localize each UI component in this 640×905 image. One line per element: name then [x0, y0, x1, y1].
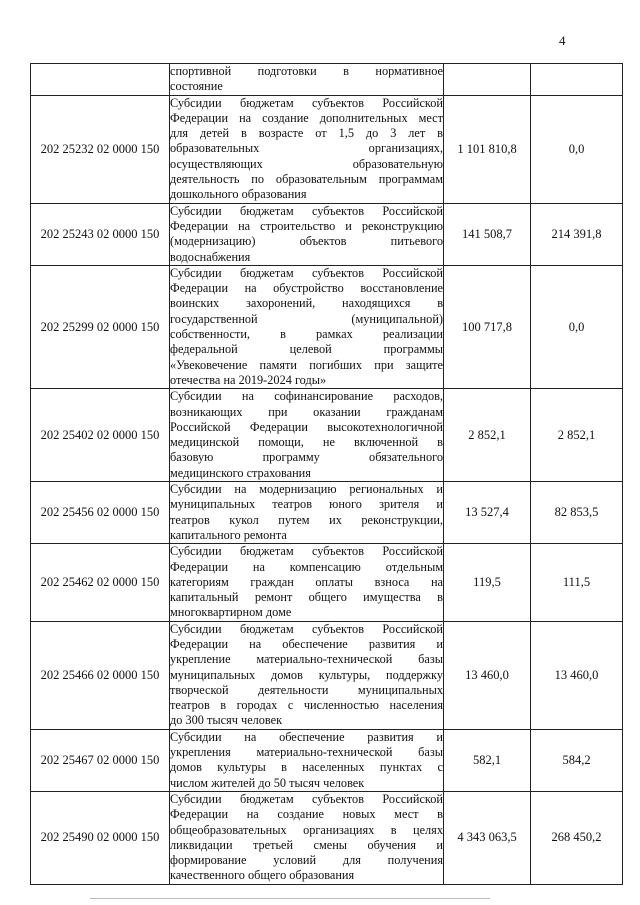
- description-cell: [170, 95, 444, 203]
- description-line: для детей в возрасте от 1,5 до 3 лет в: [170, 126, 443, 141]
- description-line: театров в городах с численностью населения: [170, 698, 443, 713]
- description-line: Субсидии бюджетам субъектов Российской: [170, 203, 443, 218]
- description-line: образовательных организациях,: [170, 141, 443, 156]
- table-row: [31, 203, 623, 265]
- amount-cell-year-1: 13 460,0: [444, 621, 531, 729]
- budget-table: [30, 63, 623, 885]
- description-cell: [170, 265, 444, 388]
- description-line: Российской Федерации высокотехнологичной: [170, 419, 443, 434]
- description-line: творческой деятельности муниципальных: [170, 682, 443, 697]
- table-row: [31, 544, 623, 621]
- amount-cell-year-1: 2 852,1: [444, 389, 531, 482]
- description-line: Субсидии бюджетам субъектов Российской: [170, 791, 443, 806]
- description-line: Федерации на обустройство восстановление: [170, 281, 443, 296]
- description-line: спортивной подготовки в нормативное: [170, 64, 443, 78]
- description-line: Субсидии бюджетам субъектов Российской: [170, 95, 443, 110]
- description-line: Федерации на обеспечение развития и: [170, 636, 443, 651]
- description-cell: [170, 729, 444, 791]
- description-line: «Увековечение памяти погибших при защите: [170, 357, 443, 372]
- description-line: государственной (муниципальной): [170, 311, 443, 326]
- table-row: [31, 482, 623, 544]
- table-row: [31, 95, 623, 203]
- description-line: ликвидации третьей смены обучения и: [170, 837, 443, 852]
- description-line: собственности, в рамках реализации: [170, 327, 443, 342]
- description-line: театров кукол путем их реконструкции,: [170, 512, 443, 527]
- description-line: федеральной целевой программы: [170, 342, 443, 357]
- description-line: Субсидии бюджетам субъектов Российской: [170, 265, 443, 280]
- description-line: Субсидии на модернизацию региональных и: [170, 482, 443, 497]
- description-line: числом жителей до 50 тысяч человек: [170, 775, 365, 790]
- amount-cell-year-2: [531, 64, 623, 96]
- budget-code-cell: 202 25467 02 0000 150: [31, 729, 170, 791]
- description-line: до 300 тысяч человек: [170, 713, 283, 728]
- amount-cell-year-1: 100 717,8: [444, 265, 531, 388]
- description-line: капитальный ремонт общего имущества в: [170, 590, 443, 605]
- description-cell: [170, 621, 444, 729]
- budget-code-cell: 202 25456 02 0000 150: [31, 482, 170, 544]
- description-line: капитального ремонта: [170, 527, 287, 542]
- description-line: многоквартирном доме: [170, 605, 292, 620]
- description-line: Федерации на создание новых мест в: [170, 807, 443, 822]
- description-line: Федерации на создание дополнительных мест: [170, 110, 443, 125]
- amount-cell-year-2: 2 852,1: [531, 389, 623, 482]
- budget-code-cell: [31, 64, 170, 96]
- description-cell: [170, 544, 444, 621]
- description-line: (модернизацию) объектов питьевого: [170, 234, 443, 249]
- description-line: состояние: [170, 79, 223, 94]
- amount-cell-year-1: 119,5: [444, 544, 531, 621]
- description-line: Федерации на строительство и реконструкцию: [170, 218, 443, 233]
- amount-cell-year-1: 13 527,4: [444, 482, 531, 544]
- amount-cell-year-1: [444, 64, 531, 96]
- description-line: медицинской помощи, не включенной в: [170, 435, 443, 450]
- description-line: укрепление материально-технической базы: [170, 652, 443, 667]
- budget-code-cell: 202 25243 02 0000 150: [31, 203, 170, 265]
- amount-cell-year-1: 141 508,7: [444, 203, 531, 265]
- table-row: [31, 64, 623, 96]
- description-line: осуществляющих образовательную: [170, 156, 443, 171]
- description-line: муниципальных театров юного зрителя и: [170, 497, 443, 512]
- budget-code-cell: 202 25232 02 0000 150: [31, 95, 170, 203]
- description-cell: [170, 203, 444, 265]
- description-line: медицинского страхования: [170, 465, 311, 480]
- table-row: [31, 729, 623, 791]
- description-line: деятельность по образовательным программам: [170, 172, 443, 187]
- budget-code-cell: 202 25490 02 0000 150: [31, 791, 170, 884]
- budget-code-cell: 202 25402 02 0000 150: [31, 389, 170, 482]
- amount-cell-year-2: 82 853,5: [531, 482, 623, 544]
- description-line: воинских захоронений, находящихся в: [170, 296, 443, 311]
- description-line: Федерации на компенсацию отдельным: [170, 559, 443, 574]
- description-line: базовую программу обязательного: [170, 450, 443, 465]
- description-line: Субсидии бюджетам субъектов Российской: [170, 544, 443, 559]
- table-row: [31, 265, 623, 388]
- description-line: домов культуры в населенных пунктах с: [170, 760, 443, 775]
- amount-cell-year-2: 13 460,0: [531, 621, 623, 729]
- amount-cell-year-1: 1 101 810,8: [444, 95, 531, 203]
- description-line: муниципальных домов культуры, поддержку: [170, 667, 443, 682]
- description-line: Субсидии бюджетам субъектов Российской: [170, 621, 443, 636]
- amount-cell-year-1: 4 343 063,5: [444, 791, 531, 884]
- table-row: [31, 621, 623, 729]
- description-line: дошкольного образования: [170, 187, 307, 202]
- budget-code-cell: 202 25299 02 0000 150: [31, 265, 170, 388]
- amount-cell-year-2: 584,2: [531, 729, 623, 791]
- table-row: [31, 791, 623, 884]
- amount-cell-year-2: 0,0: [531, 95, 623, 203]
- amount-cell-year-2: 268 450,2: [531, 791, 623, 884]
- table-row: [31, 389, 623, 482]
- description-cell: [170, 389, 444, 482]
- amount-cell-year-1: 582,1: [444, 729, 531, 791]
- description-line: водоснабжения: [170, 249, 251, 264]
- description-line: укрепления материально-технической базы: [170, 745, 443, 760]
- amount-cell-year-2: 214 391,8: [531, 203, 623, 265]
- budget-code-cell: 202 25466 02 0000 150: [31, 621, 170, 729]
- description-cell: [170, 64, 444, 96]
- description-line: качественного общего образования: [170, 868, 355, 883]
- footer-rule: [90, 898, 490, 899]
- description-cell: [170, 482, 444, 544]
- description-line: Субсидии на софинансирование расходов,: [170, 389, 443, 404]
- description-line: общеобразовательных организациях в целях: [170, 822, 443, 837]
- amount-cell-year-2: 111,5: [531, 544, 623, 621]
- description-line: отечества на 2019-2024 годы»: [170, 372, 327, 387]
- description-line: категориям граждан оплаты взноса на: [170, 574, 443, 589]
- description-line: формирование условий для получения: [170, 853, 443, 868]
- budget-code-cell: 202 25462 02 0000 150: [31, 544, 170, 621]
- description-cell: [170, 791, 444, 884]
- description-line: Субсидии на обеспечение развития и: [170, 729, 443, 744]
- description-line: возникающих при оказании гражданам: [170, 404, 443, 419]
- page-number: 4: [559, 33, 566, 48]
- amount-cell-year-2: 0,0: [531, 265, 623, 388]
